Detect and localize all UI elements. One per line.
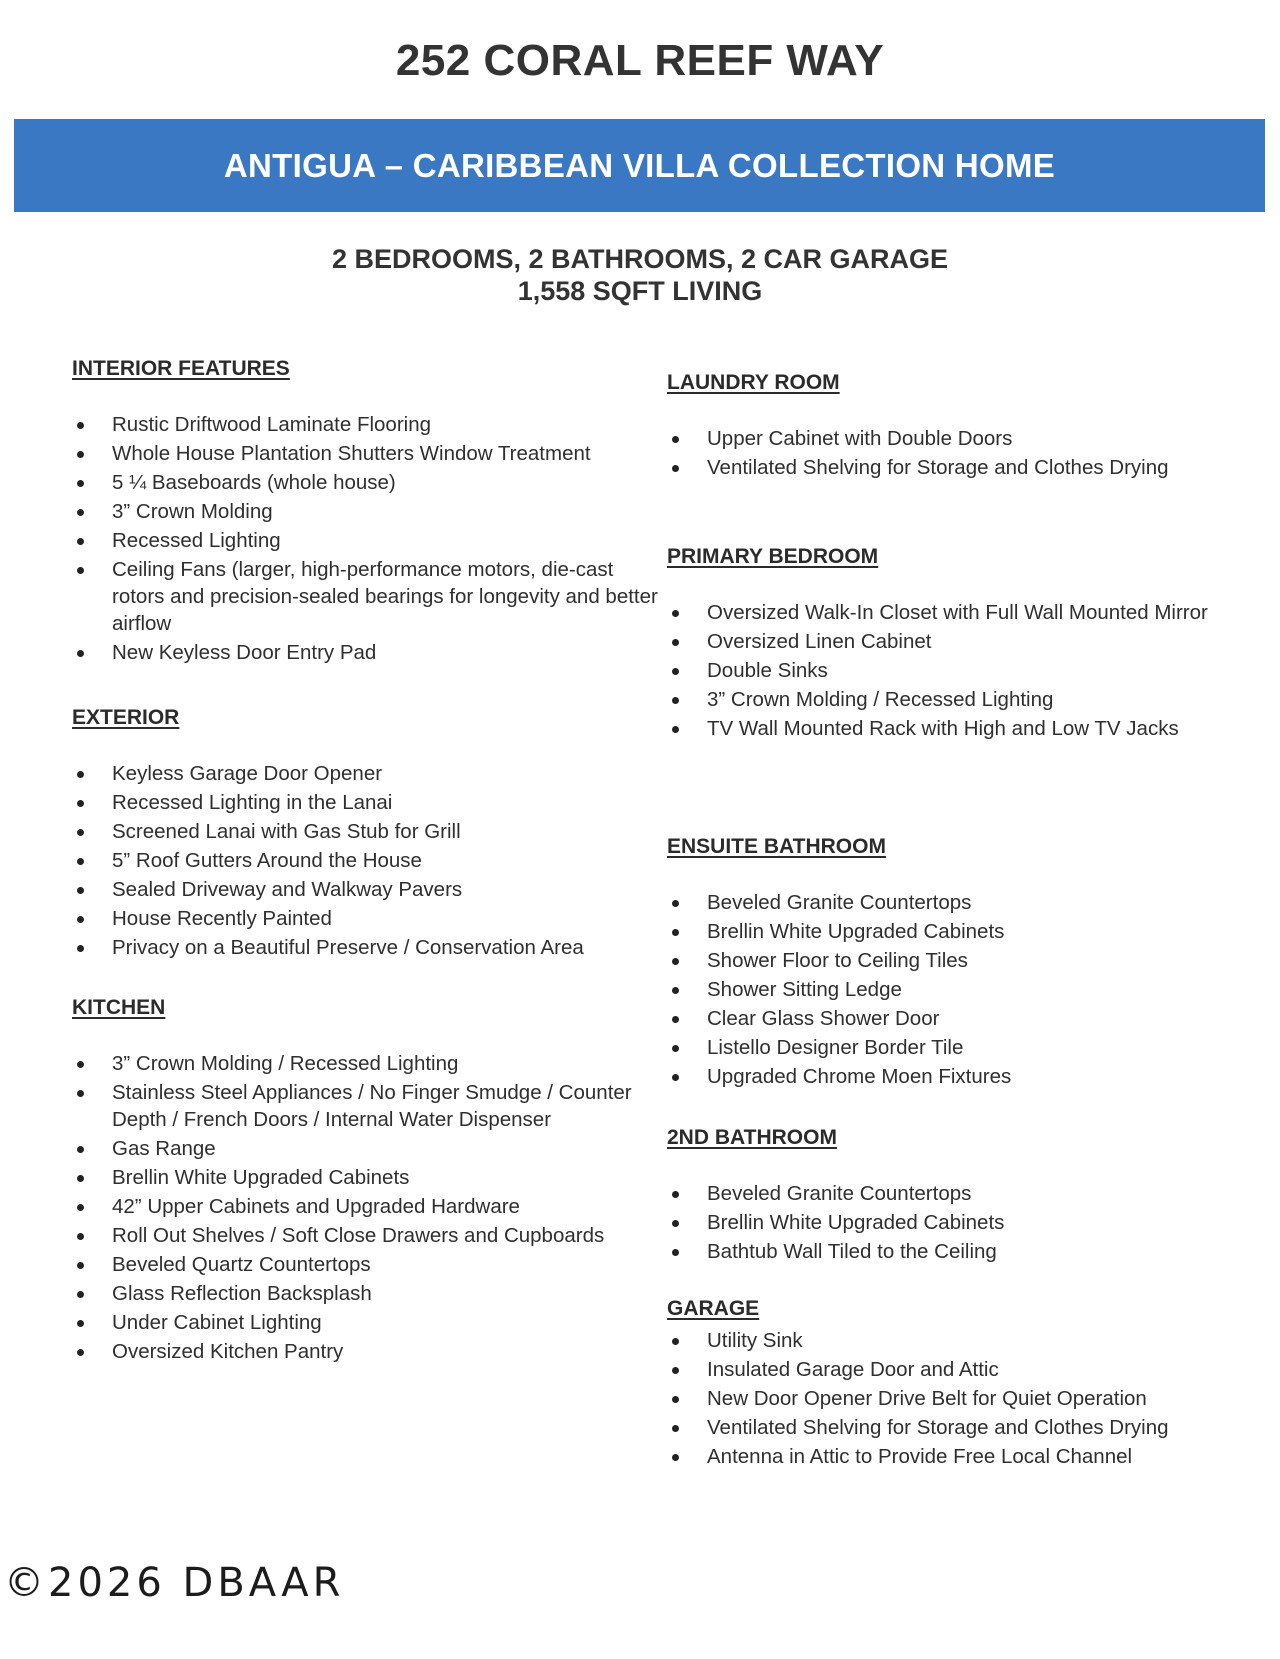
list-item: Ventilated Shelving for Storage and Clothes Drying xyxy=(667,454,1227,481)
section-title-kitchen: KITCHEN xyxy=(72,996,166,1019)
list-item: Recessed Lighting xyxy=(72,527,662,554)
home-summary-sqft: 1,558 SQFT LIVING xyxy=(517,276,763,306)
laundry-list xyxy=(667,425,1227,481)
section-title-interior: INTERIOR FEATURES xyxy=(72,357,290,380)
ensuite-list xyxy=(667,889,1227,1090)
list-item: Oversized Kitchen Pantry xyxy=(72,1338,662,1365)
section-exterior xyxy=(72,706,662,963)
list-item: Gas Range xyxy=(72,1135,662,1162)
section-title-exterior: EXTERIOR xyxy=(72,706,180,729)
list-item: Sealed Driveway and Walkway Pavers xyxy=(72,876,662,903)
section-ensuite-bathroom xyxy=(667,835,1227,1092)
bath2-list xyxy=(667,1180,1227,1265)
list-item: Keyless Garage Door Opener xyxy=(72,760,662,787)
section-title-garage: GARAGE xyxy=(667,1297,760,1320)
section-title-primary: PRIMARY BEDROOM xyxy=(667,545,879,568)
list-item: 3” Crown Molding / Recessed Lighting xyxy=(667,686,1227,713)
list-item: Ventilated Shelving for Storage and Clothes Drying xyxy=(667,1414,1227,1441)
list-item: Privacy on a Beautiful Preserve / Conservation Area xyxy=(72,934,662,961)
section-title-laundry: LAUNDRY ROOM xyxy=(667,371,840,394)
interior-list xyxy=(72,411,662,666)
primary-list xyxy=(667,599,1227,742)
list-item: Double Sinks xyxy=(667,657,1227,684)
list-item: 3” Crown Molding xyxy=(72,498,662,525)
list-item: Oversized Walk-In Closet with Full Wall Mounted Mirror xyxy=(667,599,1227,626)
copyright-watermark: ©2026 DBAAR xyxy=(4,1560,345,1606)
section-2nd-bathroom xyxy=(667,1126,1227,1267)
list-item: Rustic Driftwood Laminate Flooring xyxy=(72,411,662,438)
list-item: Antenna in Attic to Provide Free Local Channel xyxy=(667,1443,1227,1470)
list-item: 42” Upper Cabinets and Upgraded Hardware xyxy=(72,1193,662,1220)
list-item: 5 ¼ Baseboards (whole house) xyxy=(72,469,662,496)
list-item: Under Cabinet Lighting xyxy=(72,1309,662,1336)
list-item: Whole House Plantation Shutters Window Treatment xyxy=(72,440,662,467)
list-item: New Door Opener Drive Belt for Quiet Operation xyxy=(667,1385,1227,1412)
list-item: Screened Lanai with Gas Stub for Grill xyxy=(72,818,662,845)
list-item: Glass Reflection Backsplash xyxy=(72,1280,662,1307)
section-primary-bedroom xyxy=(667,545,1227,744)
list-item: Recessed Lighting in the Lanai xyxy=(72,789,662,816)
list-item: 5” Roof Gutters Around the House xyxy=(72,847,662,874)
list-item: Beveled Quartz Countertops xyxy=(72,1251,662,1278)
section-title-bath2: 2ND BATHROOM xyxy=(667,1126,837,1149)
list-item: Shower Sitting Ledge xyxy=(667,976,1227,1003)
list-item: Brellin White Upgraded Cabinets xyxy=(667,918,1227,945)
list-item: Oversized Linen Cabinet xyxy=(667,628,1227,655)
list-item: Upgraded Chrome Moen Fixtures xyxy=(667,1063,1227,1090)
exterior-list xyxy=(72,760,662,961)
section-title-ensuite: ENSUITE BATHROOM xyxy=(667,835,886,858)
list-item: Clear Glass Shower Door xyxy=(667,1005,1227,1032)
list-item: Beveled Granite Countertops xyxy=(667,1180,1227,1207)
section-kitchen xyxy=(72,996,662,1367)
collection-banner xyxy=(14,119,1265,212)
list-item: TV Wall Mounted Rack with High and Low TV Jacks xyxy=(667,715,1227,742)
section-garage xyxy=(667,1297,1227,1472)
list-item: Shower Floor to Ceiling Tiles xyxy=(667,947,1227,974)
list-item: 3” Crown Molding / Recessed Lighting xyxy=(72,1050,662,1077)
home-summary-rooms: 2 BEDROOMS, 2 BATHROOMS, 2 CAR GARAGE xyxy=(331,244,949,274)
list-item: New Keyless Door Entry Pad xyxy=(72,639,662,666)
list-item: Upper Cabinet with Double Doors xyxy=(667,425,1227,452)
list-item: Brellin White Upgraded Cabinets xyxy=(667,1209,1227,1236)
section-laundry-room xyxy=(667,371,1227,483)
page-title: 252 CORAL REEF WAY xyxy=(395,36,885,85)
list-item: House Recently Painted xyxy=(72,905,662,932)
list-item: Ceiling Fans (larger, high-performance motors, die-cast rotors and precision-sealed bearings for longevity and better airflow xyxy=(72,556,662,637)
banner-text: ANTIGUA – CARIBBEAN VILLA COLLECTION HOME xyxy=(223,146,1056,184)
garage-list xyxy=(667,1327,1227,1470)
section-interior-features xyxy=(72,357,662,668)
list-item: Stainless Steel Appliances / No Finger Smudge / Counter Depth / French Doors / Internal Water Dispenser xyxy=(72,1079,662,1133)
list-item: Roll Out Shelves / Soft Close Drawers and Cupboards xyxy=(72,1222,662,1249)
list-item: Insulated Garage Door and Attic xyxy=(667,1356,1227,1383)
list-item: Listello Designer Border Tile xyxy=(667,1034,1227,1061)
list-item: Utility Sink xyxy=(667,1327,1227,1354)
list-item: Beveled Granite Countertops xyxy=(667,889,1227,916)
kitchen-list xyxy=(72,1050,662,1365)
list-item: Brellin White Upgraded Cabinets xyxy=(72,1164,662,1191)
list-item: Bathtub Wall Tiled to the Ceiling xyxy=(667,1238,1227,1265)
